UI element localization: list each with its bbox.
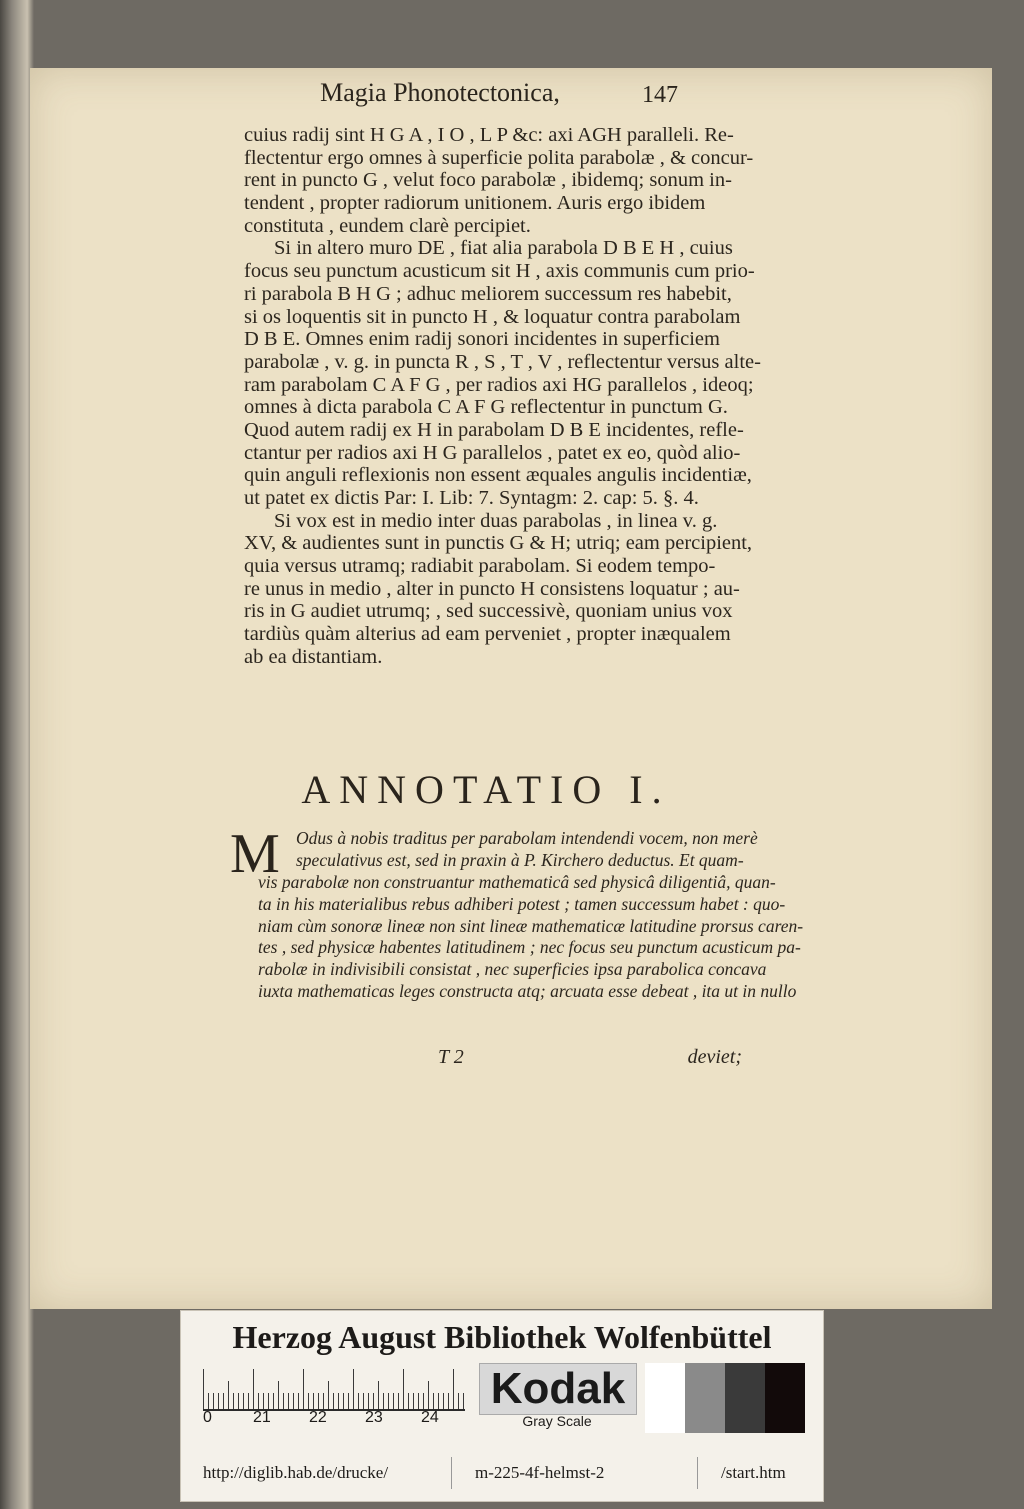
text-line: flectentur ergo omnes à superficie polita parabolæ , & concur- — [244, 146, 754, 169]
gray-swatch — [725, 1363, 765, 1433]
ruler-tick — [458, 1393, 459, 1409]
text-line: Si in altero muro DE , fiat alia parabola D B E H , cuius — [274, 237, 733, 260]
ruler-tick — [263, 1393, 264, 1409]
scale-ruler — [203, 1363, 465, 1411]
ruler-tick — [463, 1393, 464, 1409]
gray-swatch — [765, 1363, 805, 1433]
kodak-logo: Kodak — [479, 1363, 637, 1415]
text-line: rent in puncto G , velut foco parabolæ , ibidemq; sonum in- — [244, 169, 732, 192]
ruler-tick — [398, 1393, 399, 1409]
ruler-label: 21 — [253, 1409, 271, 1426]
annotation-line: iuxta mathematicas leges constructa atq; arcuata esse debeat , ita ut in nullo — [258, 981, 797, 1002]
ruler-tick — [413, 1393, 414, 1409]
ruler-tick — [228, 1381, 229, 1409]
ruler-tick — [368, 1393, 369, 1409]
ruler-tick — [418, 1393, 419, 1409]
ruler-tick — [213, 1393, 214, 1409]
text-line: ctantur per radios axi H G parallelos , patet ex eo, quòd alio- — [244, 441, 741, 464]
text-line: si os loquentis sit in puncto H , & loquatur contra parabolam — [244, 305, 741, 328]
text-line: quia versus utramq; radiabit parabolam. Si eodem tempo- — [244, 555, 716, 578]
catchword: deviet; — [687, 1046, 742, 1068]
annotation-line: Odus à nobis traditus per parabolam intendendi vocem, non merè — [296, 828, 758, 848]
ruler-tick — [293, 1393, 294, 1409]
ruler-tick — [403, 1369, 404, 1409]
ruler-tick — [438, 1393, 439, 1409]
text-line: ris in G audiet utrumq; , sed successivè, quoniam unius vox — [244, 600, 733, 623]
annotation-line: ta in his materialibus rebus adhiberi potest ; tamen successum habet : quo- — [258, 893, 786, 914]
ruler-tick — [423, 1393, 424, 1409]
ruler-tick — [343, 1393, 344, 1409]
ruler-tick — [313, 1393, 314, 1409]
annotation-text — [258, 828, 804, 1003]
ruler-labels — [203, 1409, 465, 1431]
library-name: Herzog August Bibliothek Wolfenbüttel — [232, 1319, 772, 1355]
annotation-line: tes , sed physicæ habentes latitudinem ; nec focus seu punctum acusticum pa- — [258, 937, 801, 958]
annotation-line: niam cùm sonoræ lineæ non sint lineæ mathematicæ latitudine prorsus caren- — [258, 915, 804, 936]
ruler-tick — [308, 1393, 309, 1409]
signature-mark: T 2 — [438, 1046, 464, 1068]
text-line: tendent , propter radiorum unitionem. Auris ergo ibidem — [244, 192, 706, 215]
text-line: ab ea distantiam. — [244, 645, 383, 668]
ruler-tick — [328, 1381, 329, 1409]
ruler-tick — [383, 1393, 384, 1409]
ruler-tick — [298, 1393, 299, 1409]
text-line: Quod autem radij ex H in parabolam D B E incidentes, refle- — [244, 418, 744, 441]
ruler-tick — [323, 1393, 324, 1409]
ruler-tick — [268, 1393, 269, 1409]
divider — [451, 1457, 452, 1489]
ruler-tick — [233, 1393, 234, 1409]
ruler-tick — [273, 1393, 274, 1409]
ruler-tick — [338, 1393, 339, 1409]
ruler-tick — [223, 1393, 224, 1409]
text-line: quin anguli reflexionis non essent æquales angulis incidentiæ, — [244, 464, 752, 487]
text-line: XV, & audientes sunt in punctis G & H; utriq; eam percipient, — [244, 532, 753, 555]
left-page-edge — [0, 0, 34, 1509]
ruler-tick — [283, 1393, 284, 1409]
ruler-tick — [453, 1369, 454, 1409]
ruler-tick — [408, 1393, 409, 1409]
ruler-tick — [248, 1393, 249, 1409]
ruler-label: 24 — [421, 1409, 439, 1426]
annotation-heading: ANNOTATIO I. — [301, 767, 671, 812]
ruler-tick — [278, 1381, 279, 1409]
ruler-tick — [443, 1393, 444, 1409]
body-text — [244, 124, 761, 669]
text-line: parabolæ , v. g. in puncta R , S , T , V , reflectentur versus alte- — [244, 350, 761, 373]
library-target-card — [180, 1310, 824, 1502]
ruler-tick — [238, 1393, 239, 1409]
ruler-tick — [353, 1369, 354, 1409]
drop-cap: M — [230, 823, 280, 885]
text-line: ram parabolam C A F G , per radios axi HG parallelos , ideoq; — [244, 373, 754, 396]
ruler-tick — [348, 1393, 349, 1409]
text-line: focus seu punctum acusticum sit H , axis communis cum prio- — [244, 260, 755, 283]
text-line: cuius radij sint H G A , I O , L P &c: axi AGH paralleli. Re- — [244, 124, 734, 146]
ruler-tick — [303, 1369, 304, 1409]
ruler-tick — [203, 1369, 204, 1409]
divider — [697, 1457, 698, 1489]
gray-swatch — [685, 1363, 725, 1433]
text-line: Si vox est in medio inter duas parabolas , in linea v. g. — [274, 509, 718, 532]
ruler-label: 23 — [365, 1409, 383, 1426]
ruler-tick — [433, 1393, 434, 1409]
text-line: re unus in medio , alter in puncto H consistens loquatur ; au- — [244, 577, 740, 600]
text-line: D B E. Omnes enim radij sonori incidentes in superficiem — [244, 328, 720, 351]
ruler-tick — [393, 1393, 394, 1409]
ruler-tick — [378, 1381, 379, 1409]
ruler-tick — [388, 1393, 389, 1409]
ruler-tick — [363, 1393, 364, 1409]
ruler-tick — [243, 1393, 244, 1409]
ruler-tick — [428, 1381, 429, 1409]
text-line: constituta , eundem clarè percipiet. — [244, 214, 531, 237]
gray-swatch — [645, 1363, 685, 1433]
text-line: ut patet ex dictis Par: I. Lib: 7. Syntagm: 2. cap: 5. §. 4. — [244, 487, 699, 509]
url-row — [181, 1453, 823, 1493]
annotation-line: rabolæ in indivisibili consistat , nec superficies ipsa parabolica concava — [258, 959, 767, 980]
ruler-tick — [373, 1393, 374, 1409]
ruler-tick — [208, 1393, 209, 1409]
annotation-line: vis parabolæ non construantur mathematicâ sed physicâ diligentiâ, quan- — [258, 871, 776, 892]
ruler-tick — [448, 1393, 449, 1409]
ruler-tick — [333, 1393, 334, 1409]
text-line: ri parabola B H G ; adhuc meliorem successum res habebit, — [244, 282, 732, 305]
running-head: Magia Phonotectonica, — [320, 78, 560, 107]
shelfmark: m-225-4f-helmst-2 — [475, 1463, 605, 1482]
start-path: /start.htm — [721, 1463, 786, 1482]
ruler-label: 22 — [309, 1409, 327, 1426]
page-number: 147 — [642, 82, 678, 108]
library-url: http://diglib.hab.de/drucke/ — [203, 1463, 389, 1482]
gray-scale-label: Gray Scale — [522, 1413, 592, 1429]
text-line: omnes à dicta parabola C A F G reflectentur in punctum G. — [244, 396, 728, 419]
ruler-tick — [318, 1393, 319, 1409]
ruler-tick — [218, 1393, 219, 1409]
ruler-tick — [253, 1369, 254, 1409]
ruler-tick — [358, 1393, 359, 1409]
ruler-tick — [258, 1393, 259, 1409]
ruler-label: 0 — [203, 1409, 212, 1426]
annotation-line: speculativus est, sed in praxin à P. Kircherο deductus. Et quam- — [296, 849, 744, 870]
ruler-tick — [288, 1393, 289, 1409]
text-line: tardiùs quàm alterius ad eam perveniet , propter inæqualem — [244, 623, 731, 646]
